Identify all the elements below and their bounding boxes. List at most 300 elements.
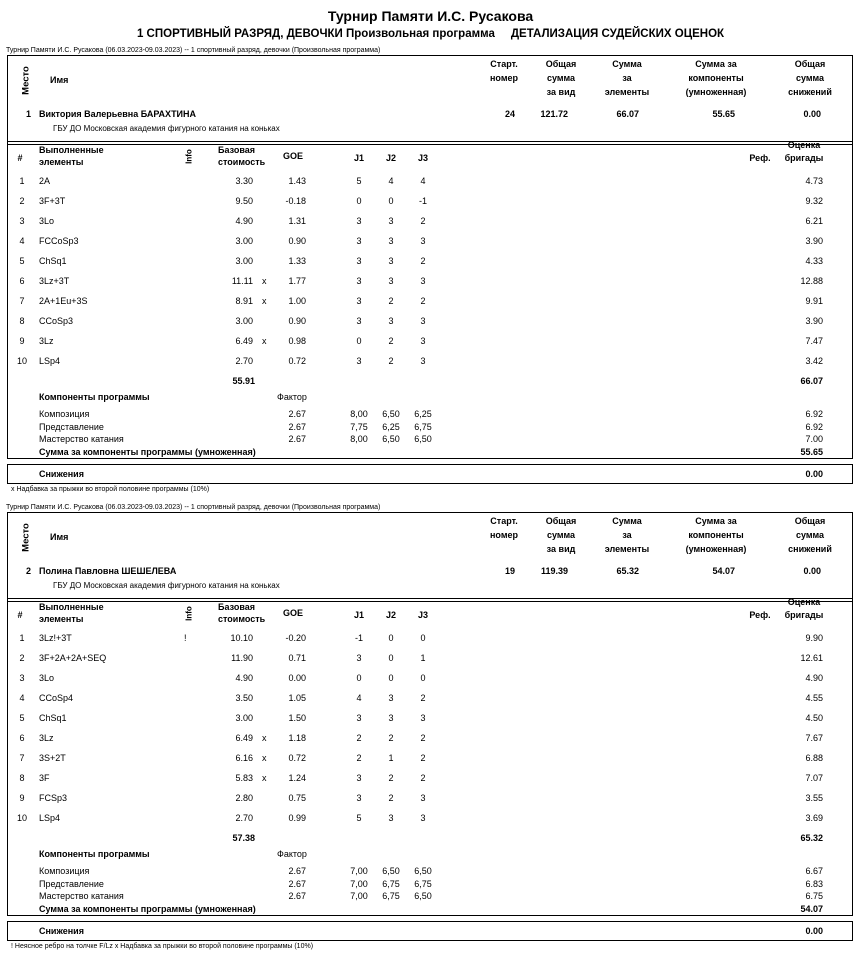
element-judge2: 2 [388, 733, 394, 743]
element-base-value: 2.80 [235, 793, 253, 803]
element-judge1: 2 [356, 753, 362, 763]
judge2-header: J2 [385, 153, 396, 163]
element-judge3: 2 [420, 753, 426, 763]
element-base-value: 11.90 [231, 653, 253, 663]
component-judge2: 6,50 [382, 409, 400, 419]
element-judge1: 3 [356, 296, 362, 306]
component-judge3: 6,75 [414, 878, 432, 889]
element-bonus-mark: x [262, 773, 267, 783]
element-judge1: 3 [356, 793, 362, 803]
element-score: 9.90 [805, 633, 823, 643]
place-header: Место [20, 66, 32, 95]
component-factor: 2.67 [288, 434, 306, 444]
component-judge3: 6,50 [414, 866, 432, 876]
element-number: 9 [19, 793, 25, 803]
skater-element-score: 65.32 [616, 566, 639, 576]
elements-header: Сумма [612, 59, 642, 69]
deductions-header: снижений [788, 544, 832, 554]
element-number: 3 [19, 673, 25, 683]
element-number: 7 [19, 753, 25, 763]
component-name: Композиция [39, 866, 90, 876]
meta-line: Турнир Памяти И.С. Русакова (06.03.2023-09.03.2023) -- 1 спортивный разряд, девочки (Произвольная программа) [6, 47, 381, 54]
component-judge1: 8,00 [350, 409, 368, 419]
name-header: Имя [50, 532, 69, 542]
element-code: 3Lz [39, 733, 54, 743]
element-judge1: 3 [356, 236, 362, 246]
element-base-value: 3.00 [235, 316, 253, 326]
element-score: 9.32 [805, 196, 823, 206]
component-factor: 2.67 [288, 409, 306, 419]
footnote: x Надбавка за прыжки во второй половине программы (10%) [11, 486, 210, 493]
deductions-value: 0.00 [805, 469, 823, 479]
element-judge1: 3 [356, 316, 362, 326]
total-header: за вид [546, 87, 576, 97]
judge1-header: J1 [353, 153, 364, 163]
element-code: 3Lz [39, 336, 54, 346]
element-judge3: 2 [420, 256, 426, 266]
element-goe: 0.75 [288, 793, 306, 803]
element-base-value: 5.83 [235, 773, 253, 783]
element-judge3: 2 [420, 296, 426, 306]
element-judge1: 5 [356, 813, 362, 823]
element-judge3: 2 [420, 216, 426, 226]
element-judge3: 2 [420, 693, 426, 703]
component-judge3: 6,25 [414, 409, 432, 419]
element-base-value: 8.91 [235, 296, 253, 306]
subtitle-detail: ДЕТАЛИЗАЦИЯ СУДЕЙСКИХ ОЦЕНОК [510, 28, 725, 40]
components-header: компоненты [688, 530, 744, 540]
deductions-header: снижений [788, 87, 832, 97]
component-judge3: 6,50 [414, 434, 432, 444]
element-judge1: 4 [356, 693, 362, 703]
element-base-value: 3.30 [235, 176, 253, 186]
skater-deductions: 0.00 [803, 109, 821, 119]
referee-header: Реф. [749, 153, 771, 163]
element-score: 7.07 [805, 773, 823, 783]
element-goe: 1.31 [288, 216, 306, 226]
component-score: 6.83 [805, 878, 823, 889]
element-goe: 0.90 [288, 316, 306, 326]
element-base-value: 6.49 [235, 336, 253, 346]
element-score: 12.88 [800, 276, 823, 286]
element-bonus-mark: x [262, 336, 267, 346]
skater-place: 2 [26, 566, 32, 576]
element-number: 7 [19, 296, 25, 306]
element-judge2: 3 [388, 316, 394, 326]
judge3-header: J3 [417, 610, 428, 620]
element-judge2: 2 [388, 356, 394, 366]
element-judge1: 3 [356, 773, 362, 783]
skater-deductions: 0.00 [803, 566, 821, 576]
element-base-value: 11.11 [231, 276, 253, 286]
base-value-header: стоимость [218, 157, 266, 167]
component-judge1: 7,00 [350, 891, 368, 901]
element-number: 2 [19, 196, 25, 206]
element-number: 2 [19, 653, 25, 663]
element-judge2: 4 [388, 176, 394, 186]
element-base-value: 3.00 [235, 713, 253, 723]
element-judge1: 3 [356, 356, 362, 366]
element-goe: 1.43 [288, 176, 306, 186]
components-header: (умноженная) [685, 87, 747, 97]
deductions-header: сумма [795, 530, 825, 540]
deductions-label: Снижения [39, 926, 84, 936]
element-info: ! [184, 633, 187, 643]
elements-header: Сумма [612, 516, 642, 526]
component-name: Представление [39, 878, 104, 889]
element-goe: 0.71 [288, 653, 306, 663]
element-score: 6.21 [805, 216, 823, 226]
skater-start-number: 24 [504, 109, 515, 119]
page-title: Турнир Памяти И.С. Русакова [327, 8, 534, 24]
element-judge1: 3 [356, 216, 362, 226]
element-score: 4.73 [805, 176, 823, 186]
element-score: 4.33 [805, 256, 823, 266]
element-code: 2A+1Eu+3S [39, 296, 88, 306]
element-code: 3Lz!+3T [39, 633, 72, 643]
element-judge3: 0 [420, 673, 426, 683]
start-header: номер [490, 73, 518, 83]
component-score: 6.67 [805, 866, 823, 876]
element-judge1: 0 [356, 336, 362, 346]
element-code: 3Lo [39, 673, 55, 683]
element-number: 8 [19, 773, 25, 783]
components-header: Сумма за [695, 516, 737, 526]
element-goe: 1.24 [288, 773, 306, 783]
skater-place: 1 [26, 109, 32, 119]
base-value-header: Базовая [218, 145, 256, 155]
element-goe: 0.72 [288, 356, 306, 366]
component-judge2: 6,50 [382, 866, 400, 876]
total-header: Общая [545, 516, 577, 526]
element-judge2: 3 [388, 713, 394, 723]
base-value-total: 55.91 [232, 376, 255, 386]
element-judge2: 3 [388, 236, 394, 246]
component-factor: 2.67 [288, 891, 306, 901]
element-score: 4.90 [805, 673, 823, 683]
start-header: Старт. [490, 516, 518, 526]
element-bonus-mark: x [262, 733, 267, 743]
element-base-value: 2.70 [235, 356, 253, 366]
element-base-value: 10.10 [230, 633, 253, 643]
components-title: Компоненты программы [39, 392, 150, 402]
total-header: за вид [546, 544, 576, 554]
element-goe: -0.20 [285, 633, 306, 643]
component-judge1: 8,00 [350, 434, 368, 444]
total-header: сумма [546, 530, 576, 540]
elements-header: элементы [39, 614, 84, 624]
components-sum-value: 54.07 [800, 903, 823, 914]
element-judge2: 2 [388, 793, 394, 803]
panel-score-header: бригады [784, 153, 824, 163]
footnote: ! Неясное ребро на толчке F/Lz x Надбавка за прыжки во второй половине программы (10%) [11, 943, 314, 950]
component-judge3: 6,75 [414, 421, 432, 432]
skater-club: ГБУ ДО Московская академия фигурного катания на коньках [53, 124, 280, 133]
element-base-value: 4.90 [235, 216, 253, 226]
element-judge2: 0 [388, 653, 394, 663]
factor-header: Фактор [277, 849, 307, 859]
element-base-value: 6.16 [235, 753, 253, 763]
element-base-value: 3.50 [235, 693, 253, 703]
num-header: # [17, 610, 23, 620]
start-header: Старт. [490, 59, 518, 69]
component-score: 6.75 [805, 891, 823, 901]
element-judge1: -1 [354, 633, 363, 643]
component-factor: 2.67 [288, 421, 306, 432]
element-code: 3Lz+3T [39, 276, 70, 286]
element-base-value: 3.00 [235, 256, 253, 266]
subtitle-category: 1 СПОРТИВНЫЙ РАЗРЯД, ДЕВОЧКИ Произвольная программа [136, 28, 495, 40]
goe-header: GOE [282, 608, 303, 618]
element-base-value: 9.50 [235, 196, 253, 206]
element-goe: 1.05 [288, 693, 306, 703]
component-judge1: 7,00 [350, 866, 368, 876]
element-goe: 0.72 [288, 753, 306, 763]
element-judge1: 0 [356, 196, 362, 206]
element-judge2: 3 [388, 693, 394, 703]
element-judge3: 3 [420, 276, 426, 286]
element-number: 9 [19, 336, 25, 346]
element-code: LSp4 [39, 813, 61, 823]
element-code: 3Lo [39, 216, 55, 226]
element-bonus-mark: x [262, 296, 267, 306]
element-score: 9.91 [805, 296, 823, 306]
elements-header: элементы [39, 157, 84, 167]
element-judge2: 2 [388, 296, 394, 306]
elements-header: Выполненные [39, 602, 104, 612]
deductions-header: Общая [794, 59, 826, 69]
elements-header: элементы [604, 87, 650, 97]
component-name: Представление [39, 421, 104, 432]
element-number: 4 [19, 693, 25, 703]
component-judge1: 7,75 [350, 421, 368, 432]
element-judge3: 3 [420, 336, 426, 346]
element-goe: 1.50 [288, 713, 306, 723]
element-base-value: 6.49 [235, 733, 253, 743]
element-code: FCCoSp3 [39, 236, 79, 246]
element-judge2: 0 [388, 196, 394, 206]
element-judge1: 3 [356, 713, 362, 723]
element-goe: 0.98 [288, 336, 306, 346]
element-judge3: 3 [420, 316, 426, 326]
base-value-header: стоимость [218, 614, 266, 624]
deductions-value: 0.00 [805, 926, 823, 936]
skater-name: Полина Павловна ШЕШЕЛЕВА [39, 566, 177, 576]
element-judge3: 3 [420, 793, 426, 803]
component-score: 6.92 [805, 421, 823, 432]
element-judge3: 3 [420, 713, 426, 723]
element-base-value: 3.00 [235, 236, 253, 246]
deductions-header: сумма [795, 73, 825, 83]
element-judge1: 3 [356, 276, 362, 286]
element-code: ChSq1 [39, 256, 67, 266]
components-sum-label: Сумма за компоненты программы (умноженная) [39, 446, 256, 457]
element-base-value: 4.90 [235, 673, 253, 683]
component-score: 6.92 [805, 409, 823, 419]
element-score: 3.90 [805, 236, 823, 246]
skater-total-score: 121.72 [540, 109, 568, 119]
info-header: Info [184, 149, 194, 164]
factor-header: Фактор [277, 392, 307, 402]
element-code: 3F [39, 773, 50, 783]
element-judge3: 3 [420, 236, 426, 246]
element-number: 1 [19, 633, 25, 643]
element-bonus-mark: x [262, 753, 267, 763]
element-judge1: 5 [356, 176, 362, 186]
components-header: (умноженная) [685, 544, 747, 554]
skater-club: ГБУ ДО Московская академия фигурного катания на коньках [53, 581, 280, 590]
element-goe: 1.33 [288, 256, 306, 266]
element-judge2: 1 [388, 753, 394, 763]
deductions-box [7, 464, 853, 484]
element-code: 3S+2T [39, 753, 66, 763]
element-judge3: 3 [420, 813, 426, 823]
element-goe: 0.00 [288, 673, 306, 683]
element-code: CCoSp3 [39, 316, 74, 326]
name-header: Имя [50, 75, 69, 85]
component-judge2: 6,75 [382, 891, 400, 901]
panel-score-header: Оценка [787, 597, 821, 607]
judge3-header: J3 [417, 153, 428, 163]
component-judge3: 6,50 [414, 891, 432, 901]
element-code: LSp4 [39, 356, 61, 366]
skater-start-number: 19 [504, 566, 515, 576]
element-base-value: 2.70 [235, 813, 253, 823]
start-header: номер [490, 530, 518, 540]
element-judge1: 3 [356, 653, 362, 663]
element-judge1: 2 [356, 733, 362, 743]
deductions-header: Общая [794, 516, 826, 526]
element-number: 10 [16, 813, 27, 823]
element-code: 3F+2A+2A+SEQ [39, 653, 107, 663]
components-header: Сумма за [695, 59, 737, 69]
element-number: 3 [19, 216, 25, 226]
elements-header: Выполненные [39, 145, 104, 155]
info-header: Info [184, 606, 194, 621]
element-number: 8 [19, 316, 25, 326]
skater-component-score: 54.07 [712, 566, 735, 576]
element-code: 2A [39, 176, 51, 186]
element-number: 6 [19, 276, 25, 286]
goe-header: GOE [282, 151, 303, 161]
element-goe: 0.90 [288, 236, 306, 246]
element-judge2: 3 [388, 813, 394, 823]
element-judge2: 0 [388, 673, 394, 683]
element-judge2: 3 [388, 256, 394, 266]
components-sum-label: Сумма за компоненты программы (умноженная) [39, 903, 256, 914]
base-value-total: 57.38 [232, 833, 255, 843]
num-header: # [17, 153, 23, 163]
component-score: 7.00 [805, 434, 823, 444]
components-title: Компоненты программы [39, 849, 150, 859]
components-sum-value: 55.65 [800, 446, 823, 457]
element-code: CCoSp4 [39, 693, 74, 703]
component-judge2: 6,25 [382, 421, 400, 432]
element-score: 4.55 [805, 693, 823, 703]
components-header: компоненты [688, 73, 744, 83]
element-judge2: 2 [388, 336, 394, 346]
component-judge2: 6,50 [382, 434, 400, 444]
element-judge2: 2 [388, 773, 394, 783]
element-code: 3F+3T [39, 196, 66, 206]
component-factor: 2.67 [288, 878, 306, 889]
elements-header: элементы [604, 544, 650, 554]
element-score: 3.69 [805, 813, 823, 823]
element-judge3: 4 [420, 176, 426, 186]
panel-score-header: бригады [784, 610, 824, 620]
element-judge2: 3 [388, 276, 394, 286]
element-score: 7.47 [805, 336, 823, 346]
element-number: 1 [19, 176, 25, 186]
place-header: Место [20, 523, 32, 552]
element-score: 4.50 [805, 713, 823, 723]
element-judge3: 2 [420, 773, 426, 783]
element-judge1: 3 [356, 256, 362, 266]
element-goe: 1.77 [288, 276, 306, 286]
component-judge1: 7,00 [350, 878, 368, 889]
element-goe: -0.18 [285, 196, 306, 206]
elements-total: 66.07 [800, 376, 823, 386]
skater-total-score: 119.39 [540, 566, 568, 576]
element-code: FCSp3 [39, 793, 68, 803]
element-judge2: 0 [388, 633, 394, 643]
element-number: 6 [19, 733, 25, 743]
judge2-header: J2 [385, 610, 396, 620]
panel-score-header: Оценка [787, 140, 821, 150]
judge1-header: J1 [353, 610, 364, 620]
component-name: Композиция [39, 409, 90, 419]
base-value-header: Базовая [218, 602, 256, 612]
element-number: 5 [19, 256, 25, 266]
element-number: 4 [19, 236, 25, 246]
deductions-box [7, 921, 853, 941]
page-subtitle [0, 28, 861, 40]
deductions-label: Снижения [39, 469, 84, 479]
element-number: 5 [19, 713, 25, 723]
elements-header: за [622, 73, 632, 83]
element-score: 7.67 [805, 733, 823, 743]
element-score: 3.55 [805, 793, 823, 803]
meta-line: Турнир Памяти И.С. Русакова (06.03.2023-09.03.2023) -- 1 спортивный разряд, девочки (Произвольная программа) [6, 504, 381, 511]
total-header: сумма [546, 73, 576, 83]
skater-component-score: 55.65 [712, 109, 735, 119]
skater-element-score: 66.07 [616, 109, 639, 119]
component-factor: 2.67 [288, 866, 306, 876]
element-score: 12.61 [800, 653, 823, 663]
element-bonus-mark: x [262, 276, 267, 286]
element-code: ChSq1 [39, 713, 67, 723]
component-judge2: 6,75 [382, 878, 400, 889]
component-name: Мастерство катания [39, 891, 124, 901]
elements-header: за [622, 530, 632, 540]
component-name: Мастерство катания [39, 434, 124, 444]
element-judge3: 2 [420, 733, 426, 743]
element-judge2: 3 [388, 216, 394, 226]
element-goe: 1.18 [288, 733, 306, 743]
element-judge3: 0 [420, 633, 426, 643]
element-goe: 0.99 [288, 813, 306, 823]
element-score: 6.88 [805, 753, 823, 763]
skater-name: Виктория Валерьевна БАРАХТИНА [39, 109, 197, 119]
referee-header: Реф. [749, 610, 771, 620]
element-judge3: -1 [418, 196, 427, 206]
element-judge3: 3 [420, 356, 426, 366]
element-score: 3.90 [805, 316, 823, 326]
element-score: 3.42 [805, 356, 823, 366]
element-judge1: 0 [356, 673, 362, 683]
total-header: Общая [545, 59, 577, 69]
element-judge3: 1 [420, 653, 426, 663]
